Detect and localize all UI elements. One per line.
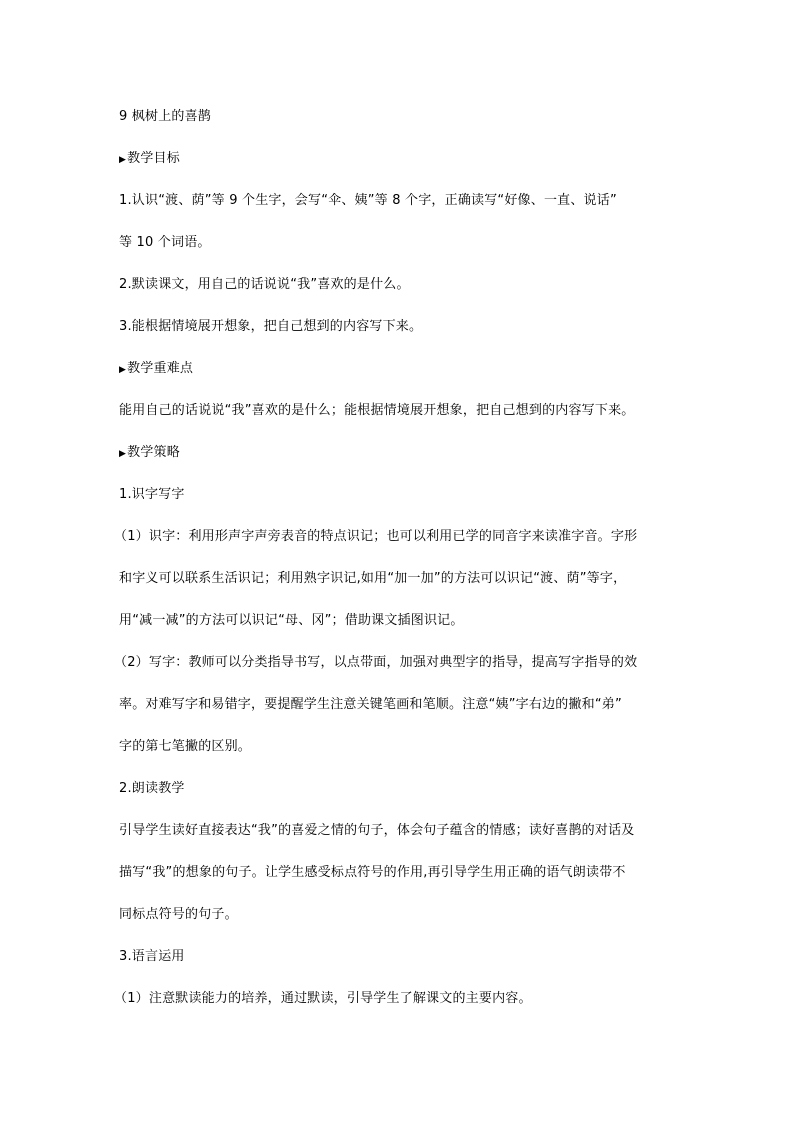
reading-line: 同标点符号的句子。 — [119, 907, 238, 922]
literacy-line: （1）识字：利用形声字声旁表音的特点识记；也可以利用已学的同音字来读准字音。字形 — [114, 529, 638, 544]
heading-marker-icon: ▶ — [119, 155, 127, 165]
literacy-line: 用“减一减”的方法可以识记“母、冈”；借助课文插图识记。 — [119, 613, 464, 628]
reading-line: 引导学生读好直接表达“我”的喜爱之情的句子，体会句子蕴含的情感；读好喜鹊的对话及 — [119, 823, 635, 838]
subheading-reading: 2.朗读教学 — [119, 781, 185, 796]
literacy-line: 率。对难写字和易错字，要提醒学生注意关键笔画和笔顺。注意“姨”字右边的撇和“弟” — [119, 697, 622, 712]
reading-line: 描写“我”的想象的句子。让学生感受标点符号的作用,再引导学生用正确的语气朗读带不 — [119, 865, 626, 880]
goal-line: 2.默读课文，用自己的话说说“我”喜欢的是什么。 — [119, 277, 410, 292]
document-title: 9 枫树上的喜鹊 — [119, 109, 212, 124]
heading-marker-icon: ▶ — [119, 365, 127, 375]
goal-line: 等 10 个词语。 — [119, 235, 211, 250]
section-heading-strategy: ▶教学策略 — [119, 445, 180, 460]
literacy-line: 字的第七笔撇的区别。 — [119, 739, 252, 754]
subheading-language: 3.语言运用 — [119, 949, 185, 964]
key-points-text: 能用自己的话说说“我”喜欢的是什么；能根据情境展开想象，把自己想到的内容写下来。 — [119, 403, 635, 418]
literacy-line: 和字义可以联系生活识记；利用熟字识记,如用“加一加”的方法可以识记“渡、荫”等字， — [119, 571, 627, 586]
section-heading-goals: ▶教学目标 — [119, 151, 180, 166]
subheading-literacy: 1.识字写字 — [119, 487, 185, 502]
literacy-line: （2）写字：教师可以分类指导书写，以点带面，加强对典型字的指导，提高写字指导的效 — [114, 655, 638, 670]
section-heading-key-points: ▶教学重难点 — [119, 361, 194, 376]
heading-marker-icon: ▶ — [119, 449, 127, 459]
language-line: （1）注意默读能力的培养，通过默读，引导学生了解课文的主要内容。 — [114, 991, 532, 1006]
goal-line: 1.认识“渡、荫”等 9 个生字，会写“伞、姨”等 8 个字，正确读写“好像、一直、说话” — [119, 193, 617, 208]
goal-line: 3.能根据情境展开想象，把自己想到的内容写下来。 — [119, 319, 423, 334]
